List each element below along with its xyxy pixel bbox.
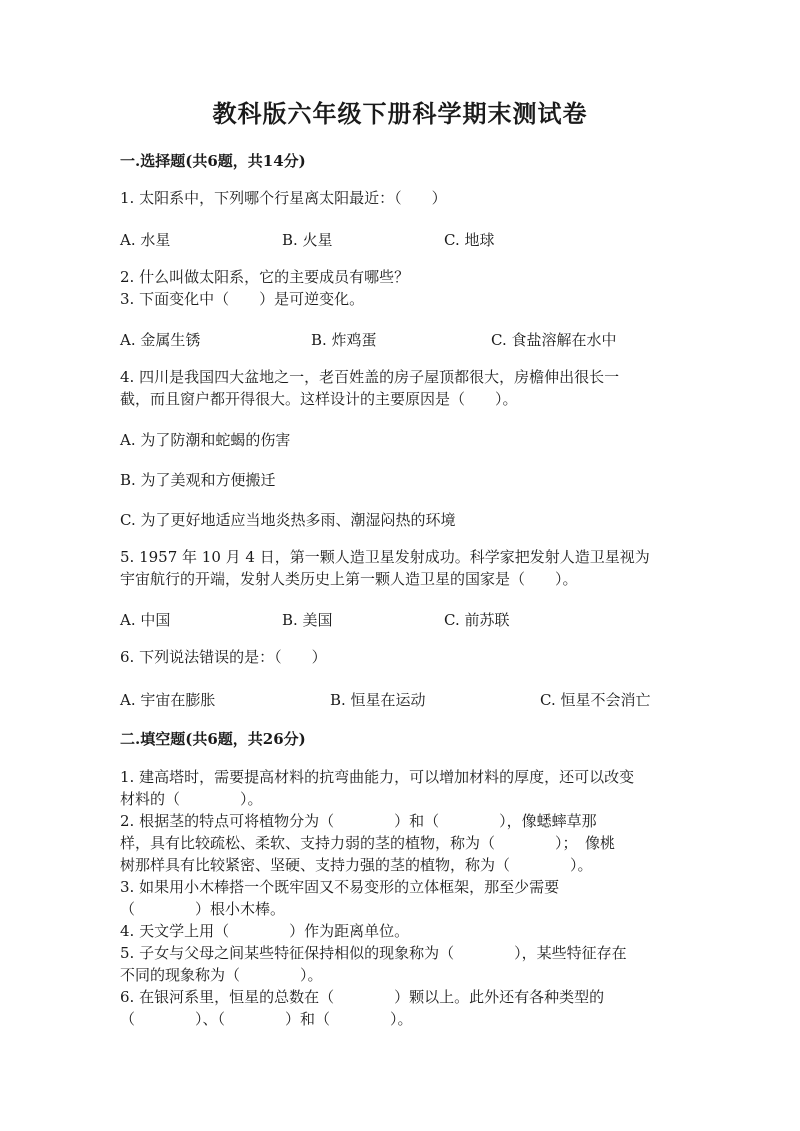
question-6-option-b: B. 恒星在运动 — [330, 691, 426, 709]
fill-line: （ ）根小木棒。 — [120, 900, 286, 918]
question-5-option-a: A. 中国 — [120, 611, 171, 629]
fill-line: 4. 天文学上用（ ）作为距离单位。 — [120, 922, 410, 940]
question-4-stem-line-2: 截，而且窗户都开得很大。这样设计的主要原因是（ ）。 — [120, 390, 518, 408]
question-4-option-c: C. 为了更好地适应当地炎热多雨、潮湿闷热的环境 — [120, 511, 456, 529]
question-4-option-b: B. 为了美观和方便搬迁 — [120, 471, 276, 489]
question-6-stem: 6. 下列说法错误的是：（ ） — [120, 648, 327, 666]
fill-line: 材料的（ ）。 — [120, 790, 263, 808]
fill-line: （ ）、（ ）和（ ）。 — [120, 1010, 413, 1028]
question-3-stem: 3. 下面变化中（ ）是可逆变化。 — [120, 290, 365, 308]
question-1-stem: 1. 太阳系中，下列哪个行星离太阳最近：（ ） — [120, 189, 447, 207]
question-3-option-b: B. 炸鸡蛋 — [311, 331, 377, 349]
question-5-option-b: B. 美国 — [282, 611, 333, 629]
question-1-option-b: B. 火星 — [282, 231, 333, 249]
question-1-option-a: A. 水星 — [120, 231, 171, 249]
question-5-stem-line-2: 宇宙航行的开端，发射人类历史上第一颗人造卫星的国家是（ ）。 — [120, 570, 578, 588]
fill-line: 不同的现象称为（ ）。 — [120, 966, 323, 984]
section-heading-fill-blank: 二.填空题(共6题，共26分) — [120, 730, 306, 748]
question-6-option-c: C. 恒星不会消亡 — [540, 691, 651, 709]
fill-line: 3. 如果用小木棒搭一个既牢固又不易变形的立体框架，那至少需要 — [120, 878, 560, 896]
question-2-stem: 2. 什么叫做太阳系，它的主要成员有哪些？ — [120, 268, 410, 286]
question-1-option-c: C. 地球 — [444, 231, 495, 249]
question-3-option-c: C. 食盐溶解在水中 — [491, 331, 617, 349]
question-4-stem-line-1: 4. 四川是我国四大盆地之一，老百姓盖的房子屋顶都很大，房檐伸出很长一 — [120, 368, 620, 386]
fill-line: 树那样具有比较紧密、坚硬、支持力强的茎的植物，称为（ ）。 — [120, 856, 593, 874]
fill-line: 样，具有比较疏松、柔软、支持力弱的茎的植物，称为（ ）； 像桃 — [120, 834, 616, 852]
question-5-option-c: C. 前苏联 — [444, 611, 510, 629]
section-heading-choice: 一.选择题(共6题，共14分) — [120, 152, 306, 170]
page-title: 教科版六年级下册科学期末测试卷 — [212, 99, 588, 128]
question-5-stem-line-1: 5. 1957 年 10 月 4 日，第一颗人造卫星发射成功。科学家把发射人造卫星视为 — [120, 548, 650, 566]
fill-line: 1. 建高塔时，需要提高材料的抗弯曲能力，可以增加材料的厚度，还可以改变 — [120, 768, 635, 786]
question-6-option-a: A. 宇宙在膨胀 — [120, 691, 216, 709]
fill-line: 2. 根据茎的特点可将植物分为（ ）和（ ），像蟋蟀草那 — [120, 812, 597, 830]
question-3-option-a: A. 金属生锈 — [120, 331, 201, 349]
fill-line: 5. 子女与父母之间某些特征保持相似的现象称为（ ），某些特征存在 — [120, 944, 627, 962]
question-4-option-a: A. 为了防潮和蛇蝎的伤害 — [120, 431, 291, 449]
fill-line: 6. 在银河系里，恒星的总数在（ ）颗以上。此外还有各种类型的 — [120, 988, 605, 1006]
